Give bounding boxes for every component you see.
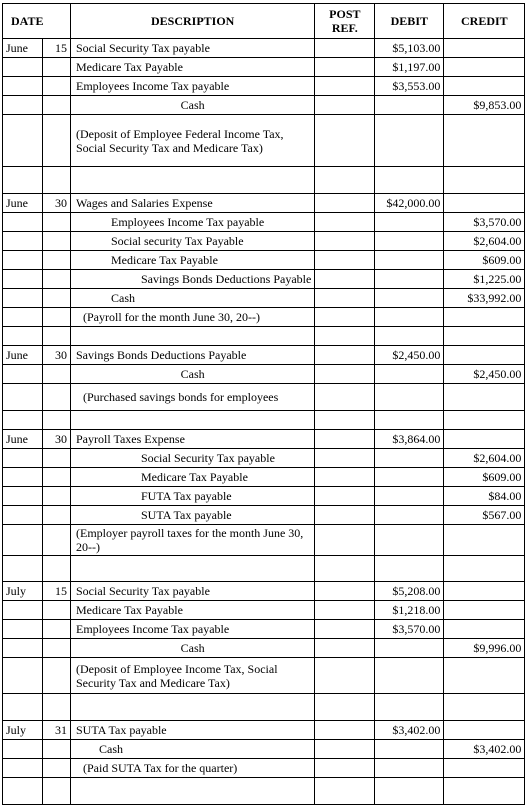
description-cell: Medicare Tax Payable (71, 601, 315, 620)
credit-cell (444, 658, 525, 694)
date-month-cell (3, 167, 43, 194)
journal-row (3, 167, 525, 194)
date-day-cell: 30 (43, 430, 71, 449)
description-cell: SUTA Tax payable (71, 721, 315, 740)
post-ref-cell (315, 96, 375, 115)
date-day-cell (43, 58, 71, 77)
journal-row (3, 759, 525, 778)
header-row (3, 4, 525, 39)
credit-cell: $33,992.00 (444, 289, 525, 308)
description-cell: (Deposit of Employee Federal Income Tax, Social Security Tax and Medicare Tax) (71, 115, 315, 167)
date-month-cell (3, 601, 43, 620)
description-cell (71, 327, 315, 346)
post-ref-cell (315, 365, 375, 384)
description-cell: Social Security Tax payable (71, 449, 315, 468)
date-day-cell (43, 639, 71, 658)
description-cell: Medicare Tax Payable (71, 58, 315, 77)
date-month-cell (3, 411, 43, 430)
date-day-cell (43, 658, 71, 694)
date-day-cell (43, 449, 71, 468)
journal-row (3, 411, 525, 430)
post-ref-cell (315, 167, 375, 194)
journal-row (3, 365, 525, 384)
debit-cell: $3,570.00 (375, 620, 444, 639)
date-day-cell (43, 778, 71, 805)
post-ref-cell (315, 721, 375, 740)
credit-cell (444, 346, 525, 365)
description-cell: Social Security Tax payable (71, 582, 315, 601)
description-cell (71, 556, 315, 582)
post-ref-cell (315, 778, 375, 805)
journal-row (3, 506, 525, 525)
debit-cell (375, 468, 444, 487)
post-ref-cell (315, 582, 375, 601)
journal-row (3, 721, 525, 740)
debit-cell (375, 449, 444, 468)
description-cell: Cash (71, 740, 315, 759)
date-month-cell (3, 58, 43, 77)
date-day-cell: 15 (43, 582, 71, 601)
date-month-cell (3, 327, 43, 346)
date-day-cell: 30 (43, 194, 71, 213)
date-day-cell (43, 759, 71, 778)
date-day-cell (43, 468, 71, 487)
journal-row (3, 194, 525, 213)
date-month-cell (3, 115, 43, 167)
date-month-cell (3, 468, 43, 487)
date-day-cell (43, 115, 71, 167)
description-cell: (Deposit of Employee Income Tax, Social Security Tax and Medicare Tax) (71, 658, 315, 694)
post-ref-cell (315, 346, 375, 365)
debit-cell: $3,864.00 (375, 430, 444, 449)
journal-header (3, 4, 525, 39)
date-day-cell (43, 487, 71, 506)
debit-cell: $3,402.00 (375, 721, 444, 740)
journal-row (3, 39, 525, 58)
post-ref-cell (315, 468, 375, 487)
date-day-cell (43, 251, 71, 270)
date-month-cell: June (3, 39, 43, 58)
description-cell: Cash (71, 96, 315, 115)
description-cell: Employees Income Tax payable (71, 213, 315, 232)
journal-row (3, 96, 525, 115)
date-day-cell (43, 620, 71, 639)
post-ref-cell (315, 506, 375, 525)
description-cell: Savings Bonds Deductions Payable (71, 346, 315, 365)
description-cell: Wages and Salaries Expense (71, 194, 315, 213)
post-ref-cell (315, 115, 375, 167)
date-month-cell (3, 620, 43, 639)
debit-cell (375, 213, 444, 232)
debit-cell: $1,218.00 (375, 601, 444, 620)
date-day-cell (43, 167, 71, 194)
journal-row (3, 270, 525, 289)
debit-cell (375, 556, 444, 582)
journal-row (3, 289, 525, 308)
date-month-cell (3, 232, 43, 251)
description-cell: FUTA Tax payable (71, 487, 315, 506)
credit-cell: $2,450.00 (444, 365, 525, 384)
debit-cell (375, 411, 444, 430)
date-day-cell (43, 308, 71, 327)
date-day-cell: 15 (43, 39, 71, 58)
credit-cell (444, 39, 525, 58)
date-month-cell (3, 96, 43, 115)
description-cell: (Employer payroll taxes for the month June 30, 20--) (71, 525, 315, 556)
debit-cell (375, 525, 444, 556)
journal-row (3, 232, 525, 251)
journal-row (3, 251, 525, 270)
debit-cell (375, 740, 444, 759)
credit-cell (444, 601, 525, 620)
date-day-cell (43, 525, 71, 556)
debit-cell (375, 658, 444, 694)
date-month-cell: June (3, 430, 43, 449)
journal-row (3, 694, 525, 721)
date-month-cell (3, 740, 43, 759)
journal-row (3, 384, 525, 411)
credit-cell (444, 620, 525, 639)
journal-row (3, 487, 525, 506)
debit-column-header: DEBIT (375, 4, 444, 39)
debit-cell (375, 232, 444, 251)
credit-cell: $2,604.00 (444, 449, 525, 468)
credit-cell (444, 167, 525, 194)
date-day-cell (43, 327, 71, 346)
credit-cell (444, 194, 525, 213)
post-ref-cell (315, 289, 375, 308)
general-journal-table (2, 3, 525, 805)
date-day-cell (43, 411, 71, 430)
journal-row (3, 308, 525, 327)
debit-cell (375, 96, 444, 115)
date-day-cell (43, 384, 71, 411)
post-ref-cell (315, 194, 375, 213)
date-month-cell (3, 384, 43, 411)
date-month-cell (3, 289, 43, 308)
date-month-cell (3, 449, 43, 468)
description-column-header: DESCRIPTION (71, 4, 315, 39)
credit-cell: $3,570.00 (444, 213, 525, 232)
credit-cell: $84.00 (444, 487, 525, 506)
post-ref-cell (315, 213, 375, 232)
journal-row (3, 639, 525, 658)
credit-cell: $609.00 (444, 251, 525, 270)
post-ref-cell (315, 411, 375, 430)
credit-cell (444, 721, 525, 740)
description-cell: Cash (71, 289, 315, 308)
debit-cell (375, 270, 444, 289)
credit-cell: $3,402.00 (444, 740, 525, 759)
post-ref-cell (315, 39, 375, 58)
date-month-cell (3, 759, 43, 778)
description-cell (71, 694, 315, 721)
credit-cell (444, 778, 525, 805)
post-ref-cell (315, 270, 375, 289)
journal-row (3, 740, 525, 759)
post-ref-cell (315, 58, 375, 77)
debit-cell (375, 167, 444, 194)
debit-cell (375, 308, 444, 327)
credit-cell (444, 525, 525, 556)
post-ref-cell (315, 658, 375, 694)
debit-cell: $42,000.00 (375, 194, 444, 213)
description-cell (71, 167, 315, 194)
date-month-cell (3, 213, 43, 232)
description-cell: Employees Income Tax payable (71, 620, 315, 639)
credit-cell: $609.00 (444, 468, 525, 487)
date-day-cell: 30 (43, 346, 71, 365)
description-cell: Social security Tax Payable (71, 232, 315, 251)
date-month-cell (3, 556, 43, 582)
date-month-cell (3, 778, 43, 805)
debit-cell (375, 251, 444, 270)
date-month-cell (3, 308, 43, 327)
date-day-cell (43, 506, 71, 525)
date-day-cell: 31 (43, 721, 71, 740)
debit-cell (375, 115, 444, 167)
journal-row (3, 346, 525, 365)
description-cell: Medicare Tax Payable (71, 468, 315, 487)
debit-cell: $1,197.00 (375, 58, 444, 77)
debit-cell: $5,103.00 (375, 39, 444, 58)
post-ref-cell (315, 77, 375, 96)
journal-body (3, 39, 525, 805)
description-cell: Employees Income Tax payable (71, 77, 315, 96)
post-ref-column-header (315, 4, 375, 39)
debit-cell: $5,208.00 (375, 582, 444, 601)
credit-cell: $9,996.00 (444, 639, 525, 658)
date-month-cell: June (3, 194, 43, 213)
date-day-cell (43, 232, 71, 251)
description-cell: Cash (71, 365, 315, 384)
date-day-cell (43, 740, 71, 759)
date-month-cell (3, 77, 43, 96)
debit-cell (375, 327, 444, 346)
date-column-header: DATE (3, 4, 71, 39)
date-month-cell (3, 251, 43, 270)
journal-row (3, 77, 525, 96)
date-day-cell (43, 289, 71, 308)
credit-cell (444, 411, 525, 430)
journal-row (3, 620, 525, 639)
description-cell (71, 778, 315, 805)
credit-cell (444, 430, 525, 449)
date-day-cell (43, 365, 71, 384)
post-ref-cell (315, 601, 375, 620)
post-ref-cell (315, 759, 375, 778)
date-month-cell: June (3, 346, 43, 365)
date-day-cell (43, 694, 71, 721)
post-ref-cell (315, 449, 375, 468)
post-ref-header-line2: REF. (331, 21, 358, 35)
debit-cell: $2,450.00 (375, 346, 444, 365)
journal-row (3, 468, 525, 487)
credit-column-header: CREDIT (444, 4, 525, 39)
post-ref-cell (315, 620, 375, 639)
description-cell: (Payroll for the month June 30, 20--) (71, 308, 315, 327)
debit-cell: $3,553.00 (375, 77, 444, 96)
post-ref-cell (315, 232, 375, 251)
date-day-cell (43, 96, 71, 115)
credit-cell: $9,853.00 (444, 96, 525, 115)
post-ref-cell (315, 308, 375, 327)
credit-cell (444, 308, 525, 327)
description-cell: Savings Bonds Deductions Payable (71, 270, 315, 289)
credit-cell: $2,604.00 (444, 232, 525, 251)
credit-cell (444, 582, 525, 601)
journal-row (3, 213, 525, 232)
credit-cell (444, 77, 525, 96)
journal-row (3, 525, 525, 556)
date-month-cell (3, 487, 43, 506)
debit-cell (375, 506, 444, 525)
description-cell (71, 411, 315, 430)
date-day-cell (43, 556, 71, 582)
description-cell: Medicare Tax Payable (71, 251, 315, 270)
description-cell: (Paid SUTA Tax for the quarter) (71, 759, 315, 778)
date-month-cell: July (3, 582, 43, 601)
credit-cell (444, 115, 525, 167)
credit-cell (444, 556, 525, 582)
date-month-cell (3, 525, 43, 556)
credit-cell: $1,225.00 (444, 270, 525, 289)
credit-cell: $567.00 (444, 506, 525, 525)
debit-cell (375, 289, 444, 308)
description-cell: (Purchased savings bonds for employees (71, 384, 315, 411)
journal-row (3, 449, 525, 468)
journal-row (3, 658, 525, 694)
date-day-cell (43, 601, 71, 620)
date-month-cell (3, 365, 43, 384)
journal-row (3, 115, 525, 167)
post-ref-cell (315, 430, 375, 449)
credit-cell (444, 327, 525, 346)
credit-cell (444, 384, 525, 411)
journal-row (3, 327, 525, 346)
post-ref-cell (315, 556, 375, 582)
journal-row (3, 58, 525, 77)
credit-cell (444, 58, 525, 77)
post-ref-cell (315, 251, 375, 270)
debit-cell (375, 487, 444, 506)
debit-cell (375, 759, 444, 778)
post-ref-cell (315, 525, 375, 556)
date-day-cell (43, 213, 71, 232)
date-month-cell (3, 658, 43, 694)
journal-row (3, 556, 525, 582)
post-ref-header-line1: POST (329, 7, 361, 21)
debit-cell (375, 778, 444, 805)
debit-cell (375, 384, 444, 411)
date-day-cell (43, 77, 71, 96)
credit-cell (444, 759, 525, 778)
date-month-cell (3, 270, 43, 289)
credit-cell (444, 694, 525, 721)
journal-row (3, 601, 525, 620)
journal-row (3, 582, 525, 601)
description-cell: SUTA Tax payable (71, 506, 315, 525)
date-month-cell (3, 694, 43, 721)
post-ref-cell (315, 694, 375, 721)
debit-cell (375, 639, 444, 658)
date-month-cell (3, 639, 43, 658)
date-day-cell (43, 270, 71, 289)
description-cell: Social Security Tax payable (71, 39, 315, 58)
debit-cell (375, 365, 444, 384)
post-ref-cell (315, 740, 375, 759)
date-month-cell (3, 506, 43, 525)
post-ref-cell (315, 487, 375, 506)
description-cell: Payroll Taxes Expense (71, 430, 315, 449)
journal-row (3, 430, 525, 449)
post-ref-cell (315, 327, 375, 346)
debit-cell (375, 694, 444, 721)
post-ref-cell (315, 384, 375, 411)
date-month-cell: July (3, 721, 43, 740)
journal-row (3, 778, 525, 805)
description-cell: Cash (71, 639, 315, 658)
post-ref-cell (315, 639, 375, 658)
